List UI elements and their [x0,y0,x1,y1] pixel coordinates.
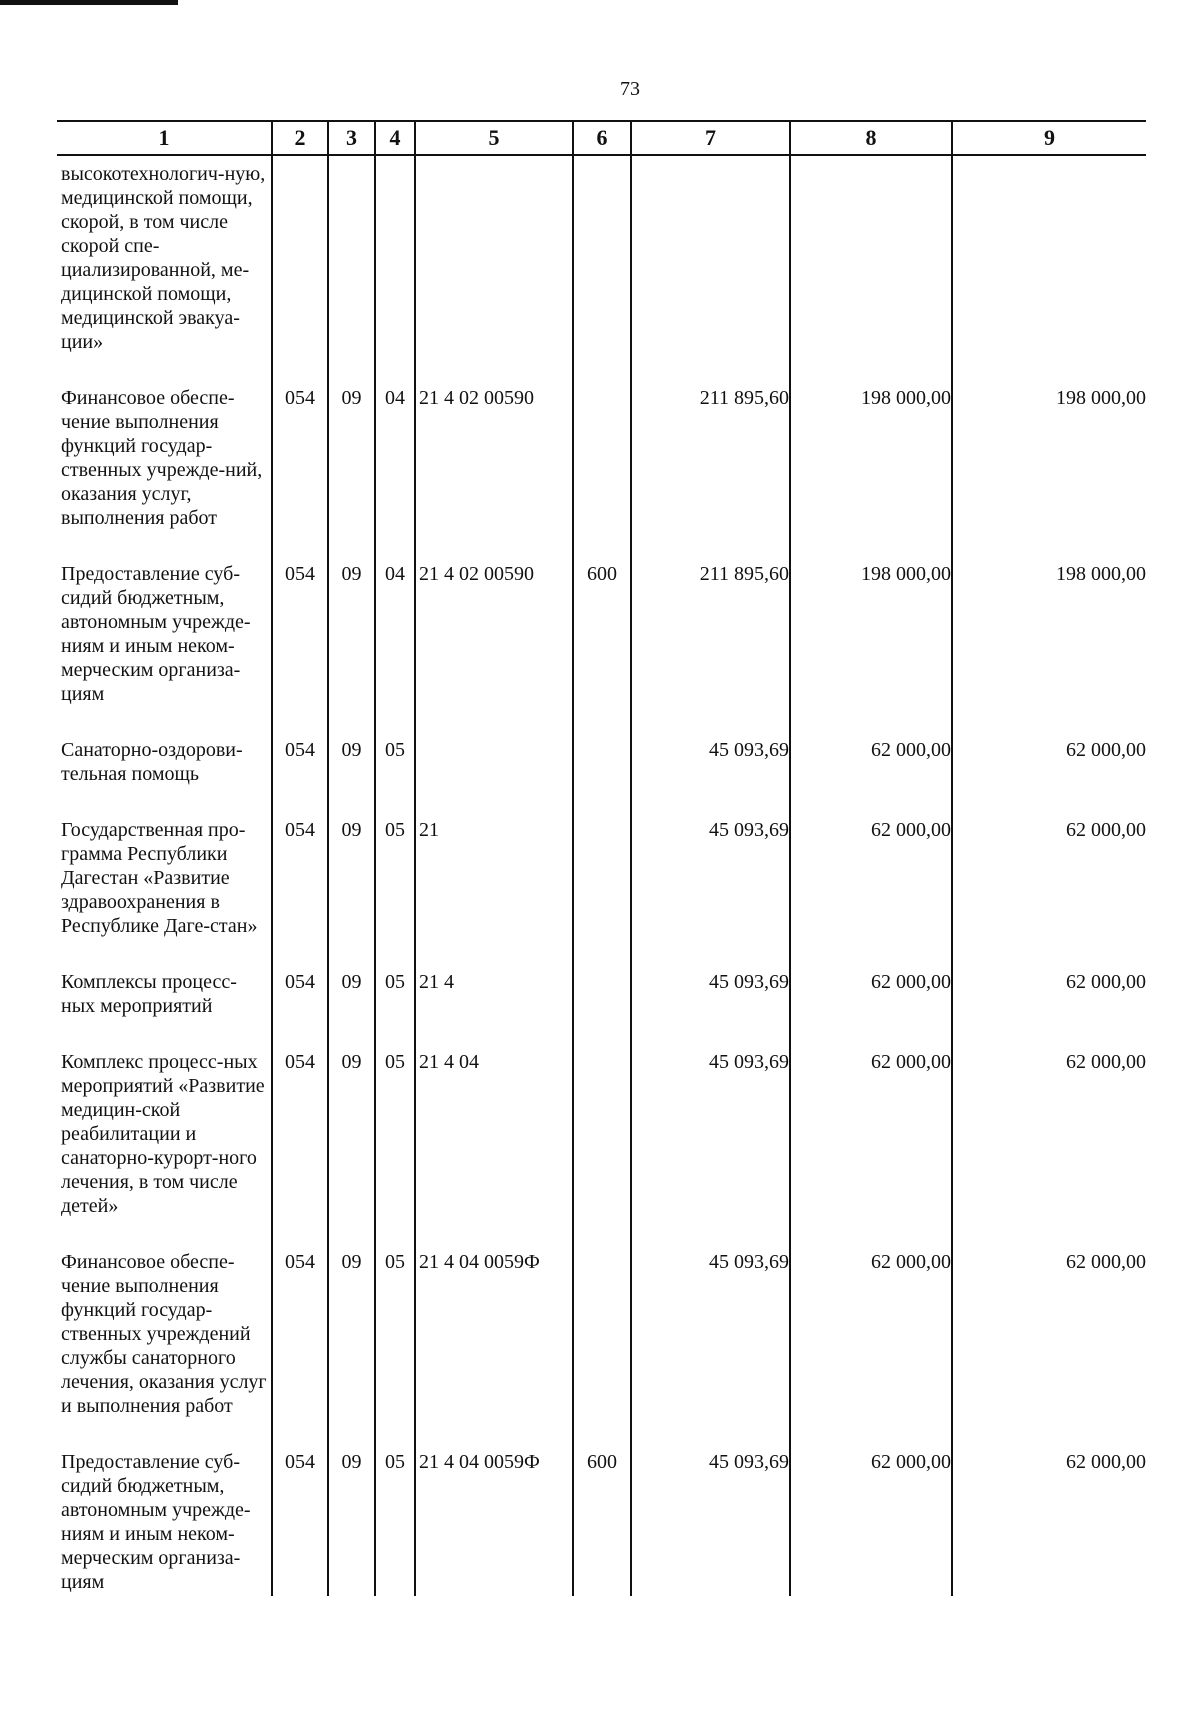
cell-amount-col9: 198 000,00 [952,560,1146,736]
row-name: высокотехнологич-ную, медицинской помощи, скорой, в том числе скорой спе-циализированной, ме-дицинской помощи, медицинской эвакуа-ции» [61,163,266,353]
cell-ministry-code: 054 [272,560,328,736]
cell-amount-col8 [790,155,952,384]
page-number: 73 [620,78,640,100]
cell-subsection-code: 05 [375,1048,415,1248]
cell-amount-col8: 198 000,00 [790,560,952,736]
cell-section-code: 09 [328,1048,375,1248]
cell-ministry-code: 054 [272,736,328,816]
col-header-6: 6 [573,121,631,155]
budget-table [57,120,1146,1596]
table-row [57,1048,1146,1248]
cell-target-code: 21 4 02 00590 [415,560,573,736]
cell-target-code: 21 4 04 0059Ф [415,1248,573,1448]
cell-amount-col7: 45 093,69 [631,1448,790,1596]
cell-subsection-code: 04 [375,560,415,736]
table-row [57,968,1146,1048]
cell-target-code [415,155,573,384]
row-name: Предоставление суб-сидий бюджетным, автономным учрежде-ниям и иным неком-мерческим организа-циям [61,563,251,705]
col-header-2: 2 [272,121,328,155]
row-name: Комплексы процесс-ных мероприятий [61,971,237,1017]
cell-subsection-code: 05 [375,1248,415,1448]
cell-amount-col9: 62 000,00 [952,736,1146,816]
cell-expense-type [573,736,631,816]
cell-amount-col8: 62 000,00 [790,968,952,1048]
cell-subsection-code: 04 [375,384,415,560]
scan-edge-mark [0,0,178,5]
cell-ministry-code: 054 [272,384,328,560]
cell-subsection-code: 05 [375,968,415,1048]
cell-amount-col7: 211 895,60 [631,384,790,560]
cell-target-code: 21 4 02 00590 [415,384,573,560]
cell-section-code: 09 [328,1448,375,1596]
cell-subsection-code: 05 [375,816,415,968]
cell-section-code: 09 [328,560,375,736]
cell-amount-col9: 198 000,00 [952,384,1146,560]
cell-section-code: 09 [328,736,375,816]
cell-amount-col7 [631,155,790,384]
cell-section-code: 09 [328,1248,375,1448]
cell-amount-col8: 62 000,00 [790,1248,952,1448]
cell-subsection-code: 05 [375,736,415,816]
cell-amount-col9: 62 000,00 [952,1048,1146,1248]
cell-target-code: 21 4 04 [415,1048,573,1248]
cell-amount-col7: 45 093,69 [631,1248,790,1448]
cell-expense-type [573,968,631,1048]
cell-amount-col7: 211 895,60 [631,560,790,736]
table-row [57,736,1146,816]
cell-expense-type [573,155,631,384]
cell-section-code [328,155,375,384]
cell-amount-col7: 45 093,69 [631,968,790,1048]
header-row [57,121,1146,155]
row-name: Предоставление суб-сидий бюджетным, автономным учрежде-ниям и иным неком-мерческим организа-циям [61,1451,251,1593]
cell-section-code: 09 [328,384,375,560]
cell-amount-col8: 62 000,00 [790,1448,952,1596]
cell-section-code: 09 [328,968,375,1048]
cell-amount-col7: 45 093,69 [631,736,790,816]
col-header-5: 5 [415,121,573,155]
cell-amount-col9: 62 000,00 [952,816,1146,968]
cell-amount-col7: 45 093,69 [631,816,790,968]
cell-amount-col9: 62 000,00 [952,1248,1146,1448]
table-row [57,1248,1146,1448]
row-name: Финансовое обеспе-чение выполнения функций государ-ственных учрежде-ний, оказания услуг, выполнения работ [61,387,263,529]
cell-amount-col9: 62 000,00 [952,1448,1146,1596]
col-header-9: 9 [952,121,1146,155]
cell-amount-col8: 198 000,00 [790,384,952,560]
cell-ministry-code: 054 [272,816,328,968]
row-name: Комплекс процесс-ных мероприятий «Развитие медицин-ской реабилитации и санаторно-курорт-ного лечения, в том числе детей» [61,1051,265,1217]
cell-expense-type: 600 [573,1448,631,1596]
cell-expense-type: 600 [573,560,631,736]
cell-ministry-code: 054 [272,1048,328,1248]
cell-amount-col9: 62 000,00 [952,968,1146,1048]
cell-section-code: 09 [328,816,375,968]
table-row [57,155,1146,384]
cell-amount-col8: 62 000,00 [790,816,952,968]
cell-amount-col8: 62 000,00 [790,1048,952,1248]
cell-amount-col9 [952,155,1146,384]
cell-ministry-code: 054 [272,1248,328,1448]
col-header-7: 7 [631,121,790,155]
cell-amount-col7: 45 093,69 [631,1048,790,1248]
cell-ministry-code: 054 [272,1448,328,1596]
table-row [57,384,1146,560]
row-name: Финансовое обеспе-чение выполнения функций государ-ственных учреждений службы санаторного лечения, оказания услуг и выполнения работ [61,1251,267,1417]
col-header-3: 3 [328,121,375,155]
cell-amount-col8: 62 000,00 [790,736,952,816]
cell-expense-type [573,384,631,560]
cell-subsection-code [375,155,415,384]
table-row [57,816,1146,968]
cell-target-code: 21 4 [415,968,573,1048]
cell-target-code [415,736,573,816]
col-header-4: 4 [375,121,415,155]
table-row [57,1448,1146,1596]
cell-target-code: 21 4 04 0059Ф [415,1448,573,1596]
cell-expense-type [573,1248,631,1448]
cell-ministry-code: 054 [272,968,328,1048]
row-name: Государственная про-грамма Республики Дагестан «Развитие здравоохранения в Республике Даге-стан» [61,819,258,937]
row-name: Санаторно-оздорови-тельная помощь [61,739,243,785]
cell-target-code: 21 [415,816,573,968]
cell-expense-type [573,816,631,968]
table-row [57,560,1146,736]
col-header-8: 8 [790,121,952,155]
cell-ministry-code [272,155,328,384]
col-header-1: 1 [57,121,272,155]
cell-subsection-code: 05 [375,1448,415,1596]
cell-expense-type [573,1048,631,1248]
